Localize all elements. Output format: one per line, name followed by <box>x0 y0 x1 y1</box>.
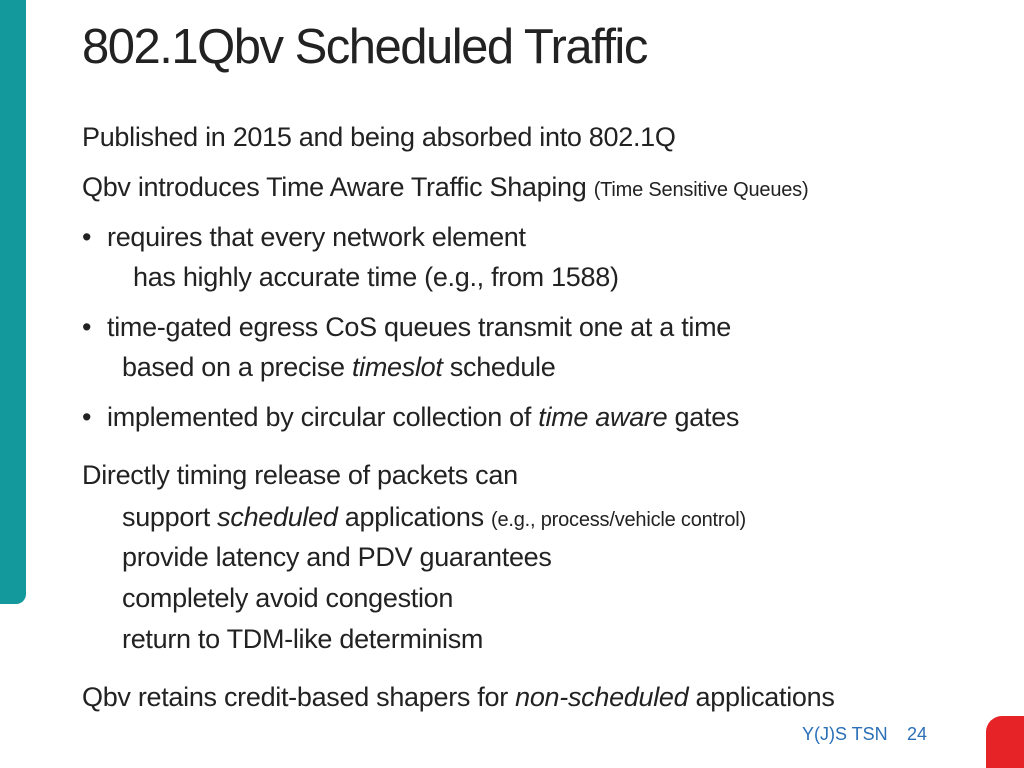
sub-line-2 <box>122 539 552 575</box>
slide-title: 802.1Qbv Scheduled Traffic <box>82 20 647 74</box>
bullet2-pre: based on a precise <box>122 352 352 382</box>
direct-text: Directly timing release of packets can <box>82 460 518 490</box>
bullet2-line1 <box>107 309 731 345</box>
footer-source: Y(J)S TSN <box>802 724 888 744</box>
text-line-published <box>82 119 676 155</box>
last-post: applications <box>688 682 835 712</box>
bullet3-em: time aware <box>538 402 668 432</box>
bullet1-continuation: has highly accurate time (e.g., from 1588) <box>133 262 619 292</box>
sub1-note: (e.g., process/vehicle control) <box>490 509 747 531</box>
sub1-post: applications <box>337 502 491 532</box>
page-number: 24 <box>907 724 928 744</box>
last-line <box>82 679 835 715</box>
sub1-em: scheduled <box>217 502 338 532</box>
sub-line-3 <box>122 580 453 616</box>
bullet3-post: gates <box>667 402 740 432</box>
text-line-qbv-intro <box>82 169 808 208</box>
bullet-icon: • <box>82 222 92 252</box>
corner-tab <box>986 716 1024 768</box>
last-em: non-scheduled <box>515 682 689 712</box>
last-pre: Qbv retains credit-based shapers for <box>82 682 516 712</box>
bullet-icon: • <box>82 402 92 432</box>
bullet1-line2 <box>133 259 619 295</box>
bullet3-line <box>107 399 739 435</box>
qbv-intro-text: Qbv introduces Time Aware Traffic Shaping <box>82 172 594 202</box>
accent-side-bar <box>0 0 26 604</box>
direct-line <box>82 457 518 493</box>
sub2-text: provide latency and PDV guarantees <box>122 542 552 572</box>
bullet2-text: time-gated egress CoS queues transmit one at a time <box>107 312 732 342</box>
sub1-pre: support <box>122 502 218 532</box>
bullet2-em: timeslot <box>351 352 443 382</box>
sub-line-1 <box>122 499 746 538</box>
bullet3-pre: implemented by circular collection of <box>107 402 539 432</box>
sub3-text: completely avoid congestion <box>122 583 454 613</box>
qbv-intro-note: (Time Sensitive Queues) <box>593 179 809 201</box>
sub4-text: return to TDM-like determinism <box>122 624 484 654</box>
sub-line-4 <box>122 621 483 657</box>
bullet2-line2 <box>122 349 555 385</box>
bullet1-text: requires that every network element <box>107 222 526 252</box>
bullet-icon: • <box>82 312 92 342</box>
bullet2-post: schedule <box>442 352 556 382</box>
published-text: Published in 2015 and being absorbed into 802.1Q <box>82 122 676 152</box>
bullet1-line1 <box>107 219 526 255</box>
